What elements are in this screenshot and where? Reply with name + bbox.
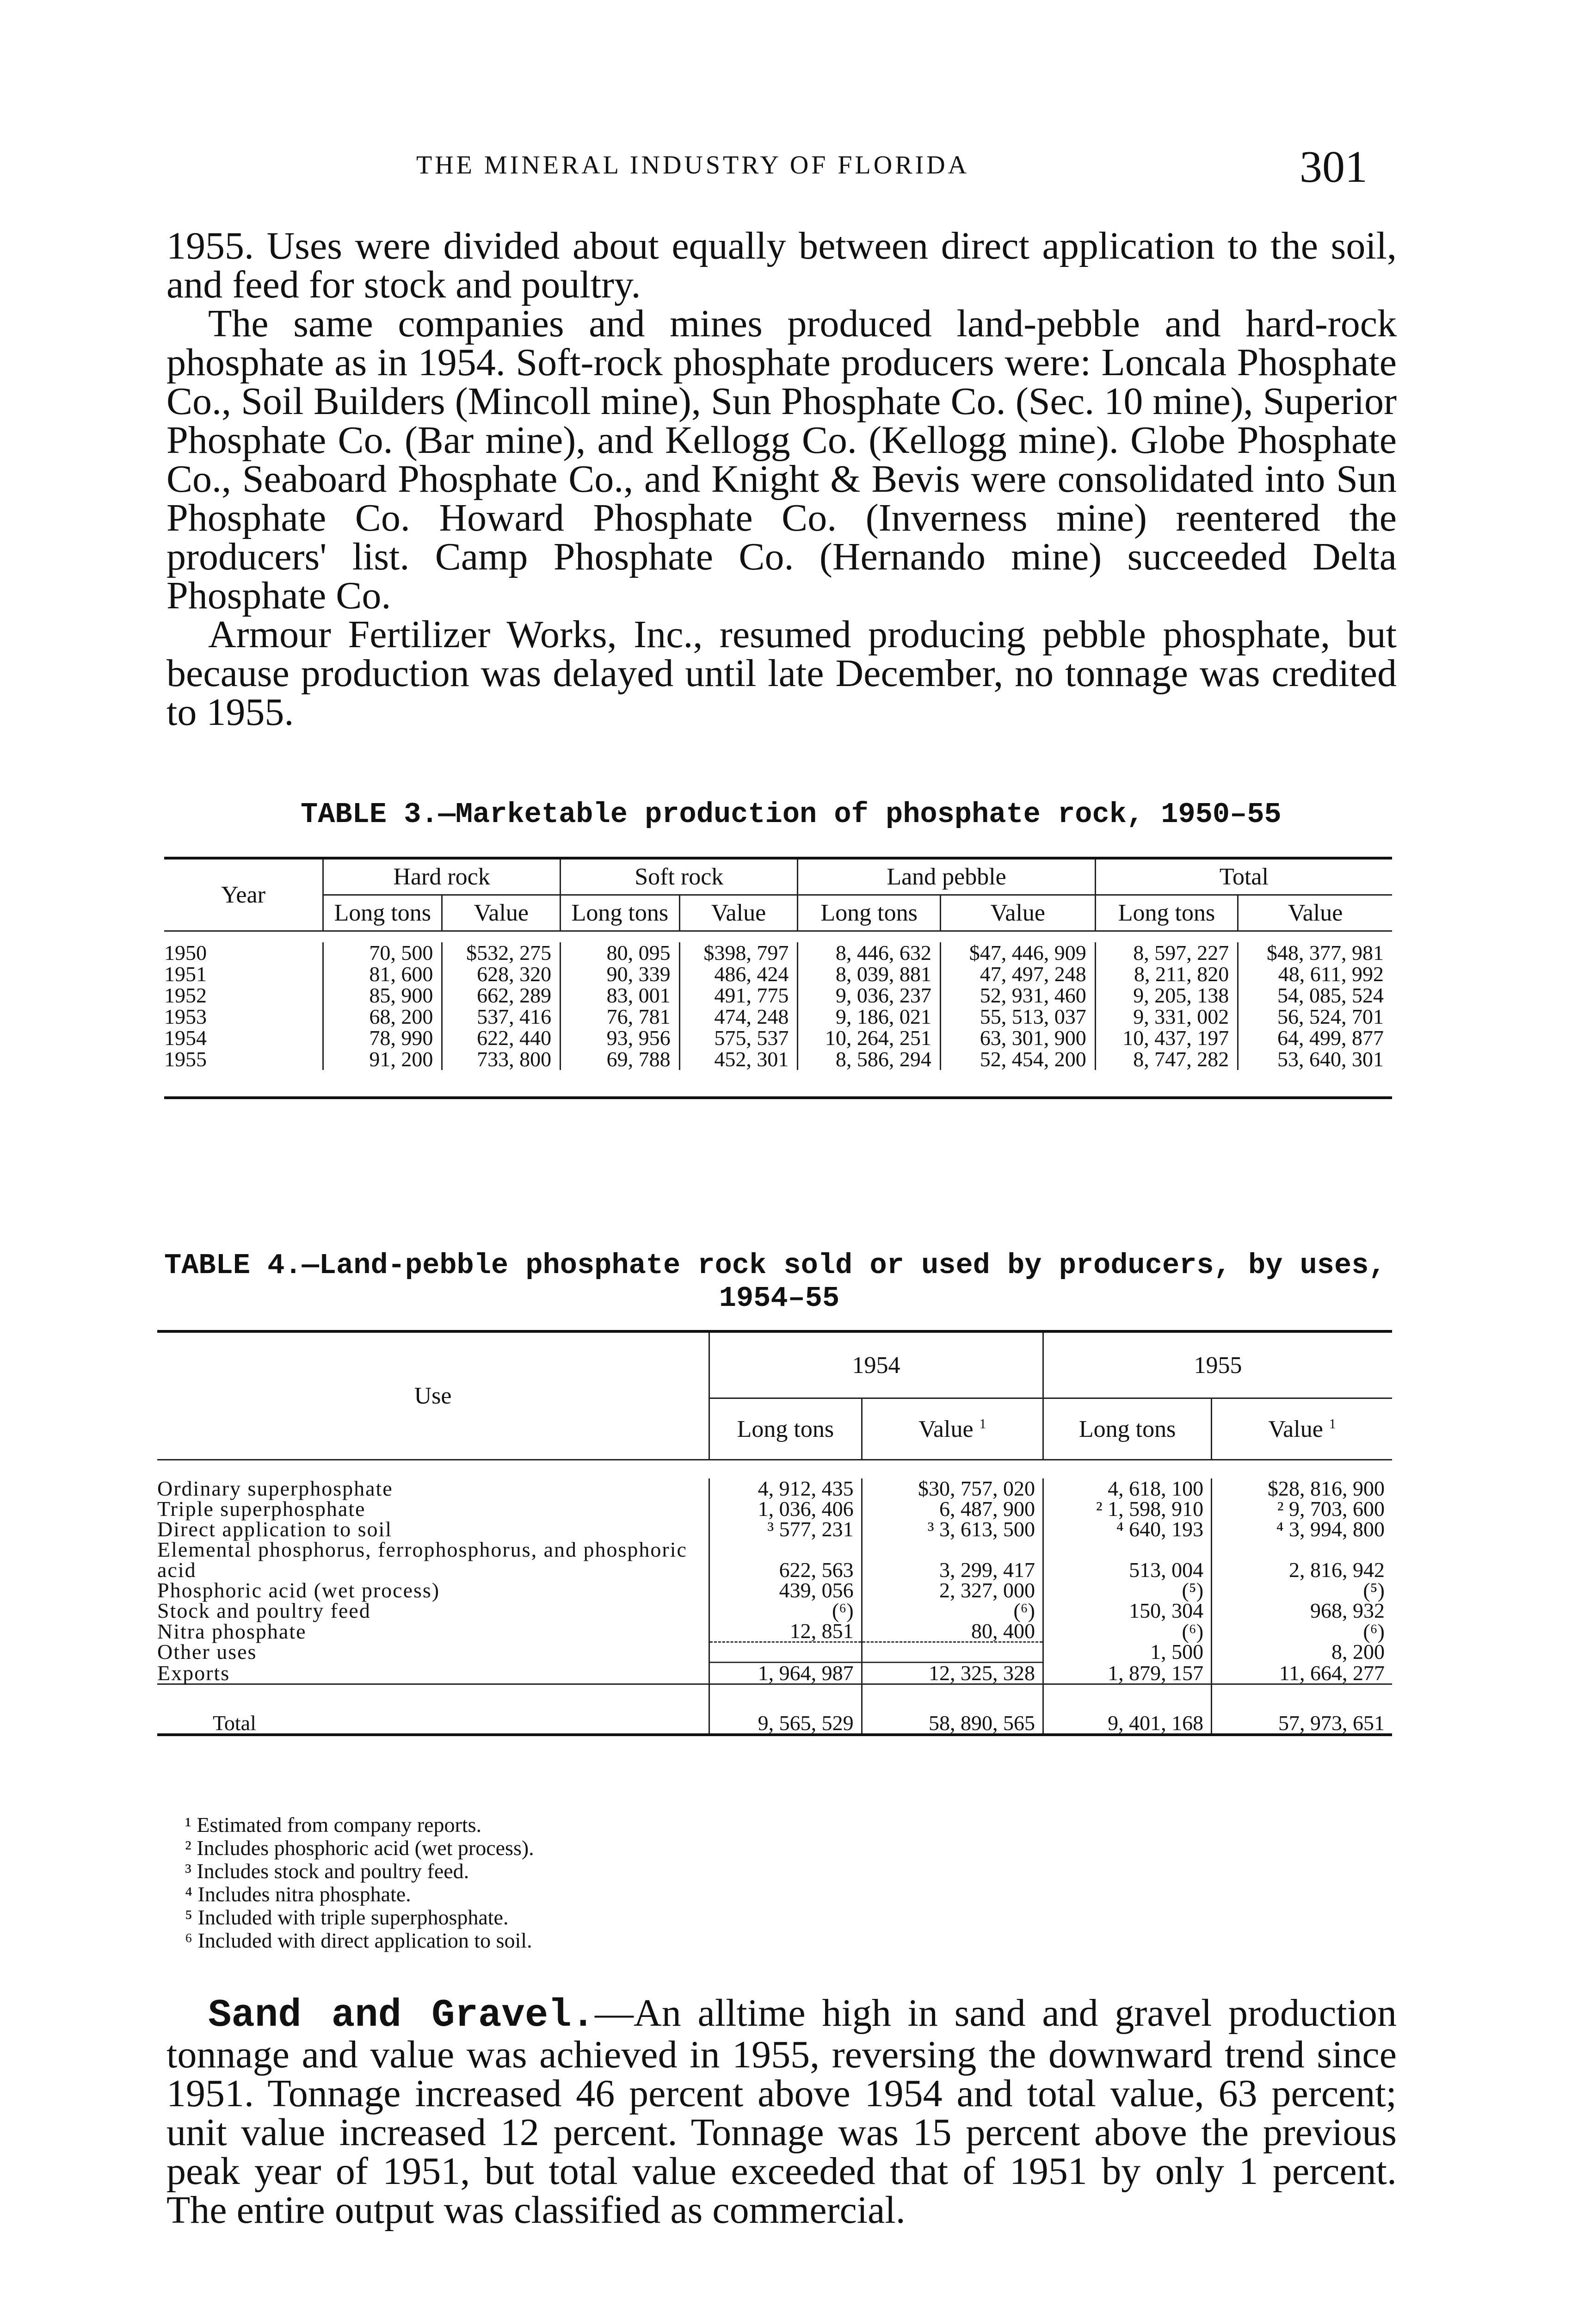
paragraph-2: The same companies and mines produced land-pebble and hard-rock phosphate as in 1954. Soft-rock phosphate producers were: Loncala Phosphate Co., Soil Builders (Mincoll mine), Sun Phosphate Co. (Sec. 10 mine), Superior Phosphate Co. (Bar mine), and Kellogg Co. (Kellogg mine). Globe Phosphate Co., Seaboard Phosphate Co., and Knight & Bevis were consolidated into Sun Phosphate Co. Howard Phosphate Co. (Inverness mine) reentered the producers' list. Camp Phosphate Co. (Hernando mine) succeeded Delta Phosphate Co. [166, 302, 1397, 617]
paragraph-1: 1955. Uses were divided about equally between direct application to the soil, and feed for stock and poultry. [166, 224, 1397, 306]
table3-title: TABLE 3.—Marketable production of phosphate rock, 1950–55 [301, 798, 1282, 831]
group-land-pebble: Land pebble [798, 858, 1095, 895]
table-row: Ordinary superphosphate 4, 912, 435 $30, 757, 020 4, 618, 100 $28, 816, 900 [157, 1478, 1392, 1499]
sand-gravel-paragraph: Sand and Gravel.—An alltime high in sand and gravel production tonnage and value was achieved in 1955, reversing the downward trend since 1951. Tonnage increased 46 percent above 1954 and total value, 63 percent; unit value increased 12 percent. Tonnage was 15 percent above the previous peak year of 1951, but total value exceeded that of 1951 by only 1 percent. The entire output was classified as commercial. [166, 1991, 1397, 2232]
table4-title: TABLE 4.—Land-pebble phosphate rock sold or used by producers, by uses, 1954–55 [164, 1249, 1386, 1315]
col-total-value: Value [1238, 895, 1392, 931]
col-total-long: Long tons [1095, 895, 1238, 931]
year-header: Year [221, 882, 265, 908]
table-row: Other uses 1, 500 8, 200 [157, 1642, 1392, 1662]
running-title: THE MINERAL INDUSTRY OF FLORIDA [416, 151, 970, 179]
group-soft-rock: Soft rock [561, 858, 798, 895]
group-total: Total [1095, 858, 1392, 895]
use-header: Use [414, 1383, 452, 1409]
col-1955-long: Long tons [1043, 1398, 1212, 1460]
table-row: Elemental phosphorus, ferrophosphorus, and phosphoric acid 622, 563 3, 299, 417 513, 004 2, 816, 942 [157, 1540, 1392, 1580]
table-total-row: Total 9, 565, 529 58, 890, 565 9, 401, 168 57, 973, 651 [157, 1684, 1392, 1735]
col-soft-long: Long tons [561, 895, 679, 931]
table4-footnotes: ¹ Estimated from company reports. ² Includes phosphoric acid (wet process). ³ Includes stock and poultry feed. ⁴ Includes nitra phosphate. ⁵ Included with triple superphosphate. ⁶ Included with direct application to soil. [185, 1813, 534, 1952]
col-1954-long: Long tons [709, 1398, 862, 1460]
col-pebble-value: Value [940, 895, 1095, 931]
col-1954-value: Value $^1$ [862, 1398, 1043, 1460]
sand-gravel-section [166, 1991, 1397, 2232]
page-number: 301 [1300, 142, 1368, 192]
table-row: Phosphoric acid (wet process) 439, 056 2, 327, 000 (⁵) (⁵) [157, 1580, 1392, 1601]
group-hard-rock: Hard rock [323, 858, 561, 895]
year-1955-header: 1955 [1043, 1331, 1392, 1398]
table4 [157, 1330, 1392, 1736]
col-hard-long: Long tons [323, 895, 442, 931]
table-row: 1953 68, 200 537, 416 76, 781 474, 248 9, 186, 021 55, 513, 037 9, 331, 002 56, 524, 701 [164, 1006, 1392, 1027]
paragraph-3: Armour Fertilizer Works, Inc., resumed producing pebble phosphate, but because production was delayed until late December, no tonnage was credited to 1955. [166, 613, 1397, 734]
table-row: 1952 85, 900 662, 289 83, 001 491, 775 9, 036, 237 52, 931, 460 9, 205, 138 54, 085, 524 [164, 985, 1392, 1006]
section-heading: Sand and Gravel. [208, 1994, 595, 2038]
table-row: 1955 91, 200 733, 800 69, 788 452, 301 8, 586, 294 52, 454, 200 8, 747, 282 53, 640, 301 [164, 1049, 1392, 1070]
table3 [164, 857, 1392, 1099]
table-row: 1954 78, 990 622, 440 93, 956 575, 537 10, 264, 251 63, 301, 900 10, 437, 197 64, 499, 877 [164, 1027, 1392, 1049]
table-row: Direct application to soil ³ 577, 231 ³ 3, 613, 500 ⁴ 640, 193 ⁴ 3, 994, 800 [157, 1519, 1392, 1540]
table-row: 1951 81, 600 628, 320 90, 339 486, 424 8, 039, 881 47, 497, 248 8, 211, 820 48, 611, 992 [164, 964, 1392, 985]
intro-text [166, 224, 1397, 734]
col-hard-value: Value [442, 895, 561, 931]
table-row: 1950 70, 500 $532, 275 80, 095 $398, 797 8, 446, 632 $47, 446, 909 8, 597, 227 $48, 377, 981 [164, 942, 1392, 964]
year-1954-header: 1954 [709, 1331, 1043, 1398]
col-soft-value: Value [679, 895, 798, 931]
table-row: Triple superphosphate 1, 036, 406 6, 487, 900 ² 1, 598, 910 ² 9, 703, 600 [157, 1499, 1392, 1519]
table-row: Nitra phosphate 12, 851 80, 400 (⁶) (⁶) [157, 1621, 1392, 1642]
table-row: Exports 1, 964, 987 12, 325, 328 1, 879, 157 11, 664, 277 [157, 1662, 1392, 1684]
running-header [0, 141, 1596, 192]
col-1955-value: Value $^1$ [1212, 1398, 1392, 1460]
col-pebble-long: Long tons [798, 895, 941, 931]
table-row: Stock and poultry feed (⁶) (⁶) 150, 304 968, 932 [157, 1601, 1392, 1621]
